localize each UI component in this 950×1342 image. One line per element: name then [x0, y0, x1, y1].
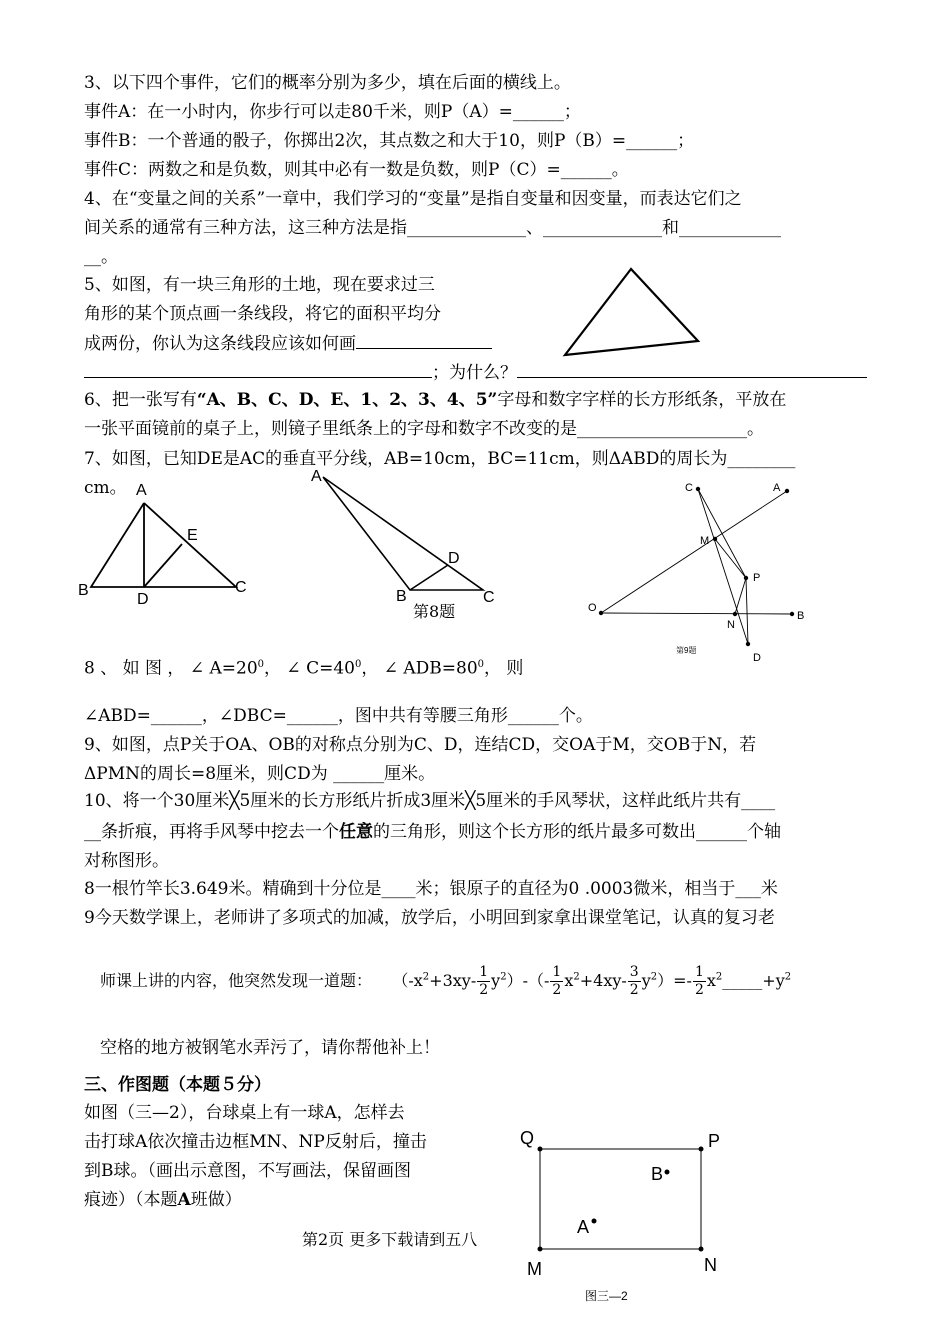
- fig9-label-m: M: [700, 535, 710, 547]
- table-label-q: Q: [520, 1128, 535, 1148]
- table-label-m: M: [527, 1259, 542, 1279]
- table-label-n: N: [704, 1255, 717, 1275]
- extra9-line2: 师课上讲的内容，他突然发现一道题： （$-x^2+3xy-$ $\frac{1}{2}$ $y^2)-(-$ $\frac{1}{2}$ $x^2+4xy-$ $\frac{3}{2}$ $y^2)=-$ $\frac{1}{2}$ $x^2\_\_\_\_\_+y^2$: [100, 964, 792, 998]
- fig7-label-b: B: [78, 582, 89, 599]
- q8-line2: ∠ABD=______，∠DBC=______，图中共有等腰三角形______个。: [84, 706, 593, 726]
- fig8-label-d: D: [448, 550, 460, 567]
- fig9-label-o: O: [588, 602, 597, 614]
- q3-event-a: 事件A：在一小时内，你步行可以走80千米，则P（A）=______；: [84, 102, 581, 122]
- q6-line1: 6、把一张写有“A、B、C、D、E、1、2、3、4、5”字母和数字字样的长方形纸条，平放在: [84, 390, 787, 410]
- q8-line1: 8 、 如 图 ， ∠ $A=20^0$， ∠ $C=40^0$， ∠ $ADB=80^0$， 则: [84, 658, 524, 679]
- fig9-pd: [746, 578, 748, 644]
- fig-billiard-table: [510, 1120, 740, 1310]
- q3-event-c: 事件C：两数之和是负数，则其中必有一数是负数，则P（C）=______。: [84, 160, 629, 180]
- fig9-label-c: C: [685, 482, 693, 494]
- fig8-label-b: B: [396, 588, 407, 605]
- fig9-ray-ob: [601, 613, 792, 614]
- q3-event-b: 事件B：一个普通的骰子，你掷出2次，其点数之和大于10，则P（B）=______；: [84, 131, 695, 151]
- table-label-a: A: [577, 1217, 590, 1237]
- fig9-label-d: D: [753, 652, 761, 664]
- q6-chars: “A、B、C、D、E、1、2、3、4、5”: [196, 390, 498, 410]
- q7-line2: cm。: [84, 478, 127, 498]
- q5-line4: ；为什么？: [84, 361, 867, 384]
- fig9-cd: [698, 489, 748, 644]
- q9-line1: 9、如图，点P关于OA、OB的对称点分别为C、D，连结CD，交OA于M，交OB于N，若: [84, 735, 757, 755]
- fig7-label-e: E: [187, 527, 198, 544]
- q10-line1: 10、将一个30厘米╳5厘米的长方形纸片折成3厘米╳5厘米的手风琴状，这样此纸片共有____: [84, 791, 776, 811]
- fig9-mp: [715, 539, 746, 578]
- table-label-p: P: [708, 1131, 721, 1151]
- q5-line3: 成两份，你认为这条线段应该如何画: [84, 332, 492, 355]
- table-border: [540, 1149, 701, 1249]
- q3-stem: 3、以下四个事件，它们的概率分别为多少，填在后面的横线上。: [84, 73, 571, 93]
- ball-b: [665, 1170, 670, 1175]
- q10-line3: 对称图形。: [84, 851, 169, 871]
- q4-line2: 间关系的通常有三种方法，这三种方法是指______________、______________和____________: [84, 218, 781, 238]
- table-caption: 图三—2: [585, 1289, 628, 1303]
- fig8-triangle: [323, 477, 483, 590]
- fig8-bd: [410, 565, 448, 590]
- ball-a: [592, 1219, 597, 1224]
- fig9-np: [735, 578, 746, 614]
- land-triangle: [565, 269, 698, 355]
- fig8-label-a: A: [311, 468, 322, 485]
- fig7-label-a: A: [136, 482, 147, 499]
- section3-line3: 到B球。（画出示意图，不写画法，保留画图: [84, 1161, 411, 1181]
- page-footer: 第2页 更多下载请到五八: [302, 1230, 478, 1249]
- fig9-ray-oa: [601, 491, 787, 613]
- q5-line2: 角形的某个顶点画一条线段，将它的面积平均分: [84, 304, 441, 324]
- fig7-de: [144, 544, 182, 587]
- section3-heading: 三、作图题（本题５分）: [84, 1075, 271, 1095]
- fig7-label-d: D: [137, 591, 149, 608]
- fig9-label-a: A: [773, 482, 781, 494]
- section3-line2: 击打球A依次撞击边框MN、NP反射后，撞击: [84, 1132, 427, 1152]
- extra9-line3: 空格的地方被钢笔水弄污了，请你帮他补上！: [100, 1038, 440, 1058]
- q4-line3: __。: [84, 247, 118, 267]
- fig9-label-b: B: [797, 610, 805, 622]
- extra9-line1: 9今天数学课上，老师讲了多项式的加减，放学后，小明回到家拿出课堂笔记，认真的复习老: [84, 908, 775, 928]
- q4-line1: 4、在“变量之间的关系”一章中，我们学习的“变量”是指自变量和因变量，而表达它们之: [84, 189, 742, 209]
- fig8-label-c: C: [483, 589, 495, 606]
- q6-line2: 一张平面镜前的桌子上，则镜子里纸条上的字母和数字不改变的是____________________。: [84, 419, 764, 439]
- q9-line2: ΔPMN的周长=8厘米，则CD为 ______厘米。: [84, 764, 436, 784]
- extra8-line: 8一根竹竿长3.649米。精确到十分位是____米；银原子的直径为0 .0003微米，相当于___米: [84, 879, 778, 899]
- q5-triangle-figure: [555, 262, 715, 362]
- table-label-b: B: [651, 1164, 664, 1184]
- fig9-label-p: P: [753, 572, 761, 584]
- fig8: [305, 465, 505, 625]
- fig7-triangle: [91, 503, 236, 587]
- q7-line1: 7、如图，已知DE是AC的垂直平分线，AB=10cm，BC=11cm，则ΔABD的周长为________: [84, 449, 796, 469]
- q10-emphasis: 任意: [339, 822, 373, 842]
- fig9-label-n: N: [727, 619, 735, 631]
- section3-line4: 痕迹）（本题A班做）: [84, 1190, 242, 1210]
- section3-line1: 如图（三—2），台球桌上有一球A，怎样去: [84, 1103, 405, 1123]
- q10-line2: __条折痕，再将手风琴中挖去一个任意的三角形，则这个长方形的纸片最多可数出______个轴: [84, 822, 781, 842]
- fig8-caption: 第8题: [413, 602, 456, 621]
- fig9-caption: 第9题: [676, 646, 697, 655]
- fig7-label-c: C: [235, 579, 247, 596]
- fig9: [580, 475, 820, 670]
- q5-line1: 5、如图，有一块三角形的土地，现在要求过三: [84, 275, 435, 295]
- fig7: [76, 478, 256, 608]
